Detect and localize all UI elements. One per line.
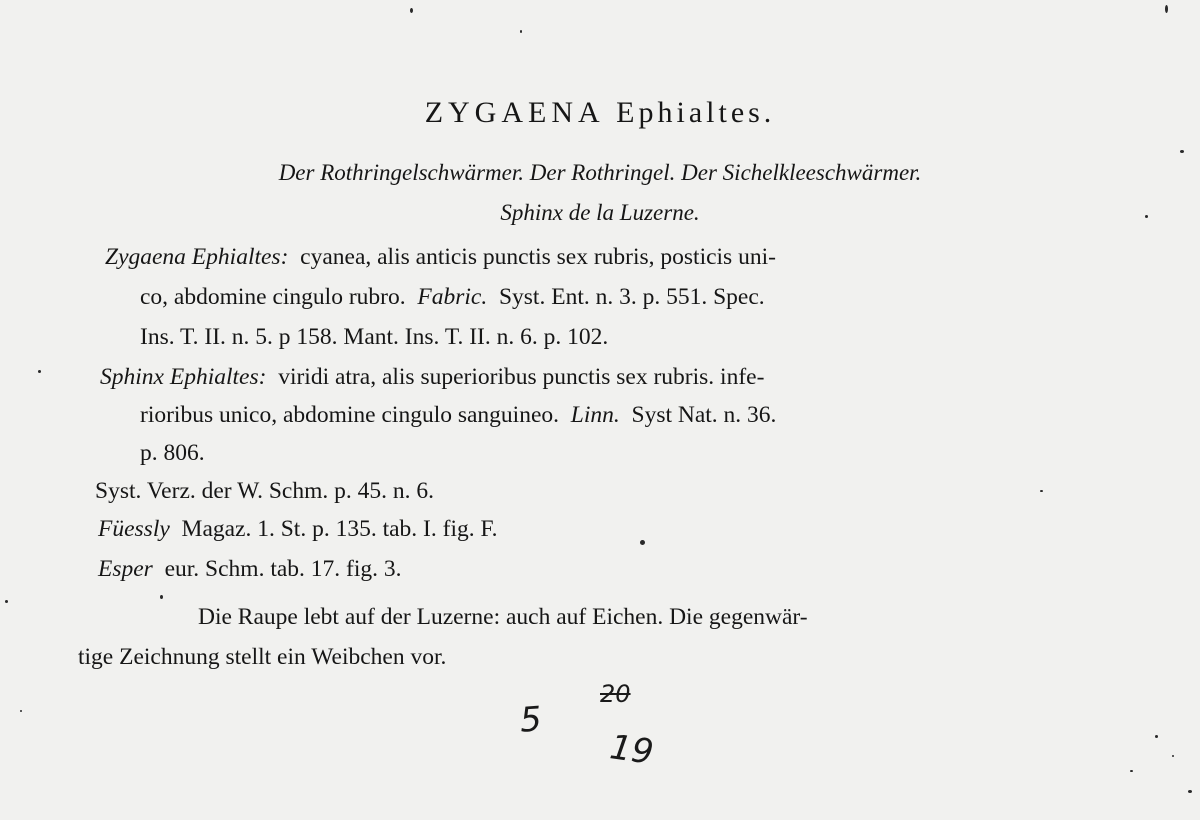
remark-line2: tige Zeichnung stellt ein Weibchen vor. [78,644,447,670]
reference-linnaeus-line2 [140,402,776,429]
paper-speck [1188,790,1192,793]
reference-text: co, abdomine cingulo rubro. [140,284,406,310]
handwritten-number-left: 5 [518,699,544,741]
reference-text: Magaz. 1. St. p. 135. tab. I. fig. F. [181,516,498,542]
reference-fabricius-line3: Ins. T. II. n. 5. p 158. Mant. Ins. T. II. n. 6. p. 102. [140,324,609,350]
reference-text: eur. Schm. tab. 17. fig. 3. [164,556,402,582]
reference-author: Fabric. [417,284,488,310]
paper-speck [160,595,163,599]
genus-name: ZYGAENA [424,96,605,129]
reference-esper [98,556,402,583]
reference-fuessly [98,516,498,543]
paper-speck [20,710,22,712]
paper-speck [1040,490,1043,492]
paper-speck [1130,770,1133,772]
common-names-german: Der Rothringelschwärmer. Der Rothringel. Der Sichelkleeschwärmer. [278,160,922,185]
paper-speck [1172,755,1174,757]
reference-author: Füessly [98,516,170,542]
reference-author: Esper [98,556,153,582]
page-title [0,96,1200,130]
reference-text: rioribus unico, abdomine cingulo sanguineo. [140,402,560,428]
reference-text: Syst Nat. n. 36. [631,402,777,428]
handwritten-number-right: 19 [607,727,656,773]
reference-lead: Sphinx Ephialtes: [100,364,267,390]
reference-linnaeus-line1 [100,364,764,391]
common-name-french: Sphinx de la Luzerne. [500,200,700,225]
paper-speck [1155,735,1158,738]
paper-speck [1165,5,1168,13]
paper-speck [5,600,8,603]
paper-speck [1180,150,1184,153]
reference-fabricius-line1 [105,244,776,271]
reference-author: Linn. [570,402,620,428]
paper-speck [520,30,522,33]
paper-speck [640,540,645,545]
remark-line1: Die Raupe lebt auf der Luzerne: auch auf Eichen. Die gegenwär- [198,604,808,630]
species-name: Ephialtes. [616,96,776,129]
reference-fabricius-line2 [140,284,765,311]
paper-speck [410,8,413,13]
handwritten-number-struck: 20 [600,680,631,708]
reference-text: viridi atra, alis superioribus punctis sex rubris. infe- [278,364,765,390]
reference-lead: Zygaena Ephialtes: [105,244,289,270]
reference-text: cyanea, alis anticis punctis sex rubris, posticis uni- [300,244,776,270]
paper-speck [38,370,41,373]
reference-wiener-verzeichnis: Syst. Verz. der W. Schm. p. 45. n. 6. [95,478,435,504]
reference-linnaeus-line3: p. 806. [140,440,205,466]
reference-text: Syst. Ent. n. 3. p. 551. Spec. [498,284,765,310]
